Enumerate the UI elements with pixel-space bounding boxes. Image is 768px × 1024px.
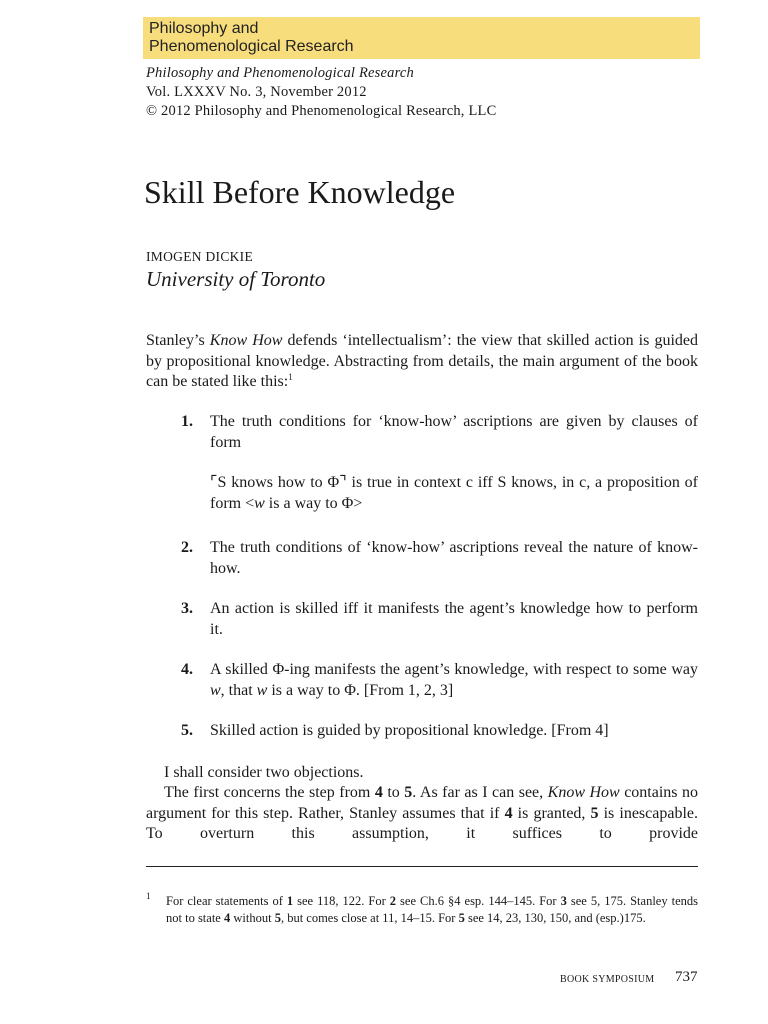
page-number: 737 bbox=[675, 969, 698, 985]
journal-banner-line2: Phenomenological Research bbox=[149, 38, 354, 55]
book-title: Know How bbox=[209, 332, 283, 349]
intro-paragraph: Stanley’s Know How defends ‘intellectualism’: the view that skilled action is guided by propositional knowledge. Abstracting from details, the main argument of the book can be stated like this:$^1$ bbox=[146, 332, 698, 390]
premise-number: 2. bbox=[181, 539, 193, 556]
premise-number: 3. bbox=[181, 600, 193, 617]
premise-number: 4. bbox=[181, 661, 193, 678]
footnote-reference[interactable]: 1 bbox=[288, 372, 293, 382]
author-affiliation: University of Toronto bbox=[146, 267, 326, 291]
running-footer: BOOK SYMPOSIUM bbox=[560, 974, 655, 985]
premise-4: A skilled Φ-ing manifests the agent’s knowledge, with respect to some way w, that w is a way to Φ. [From 1, 2, 3] bbox=[210, 661, 698, 699]
premise-2: The truth conditions of ‘know-how’ ascriptions reveal the nature of know-how. bbox=[210, 539, 698, 577]
premise-number: 1. bbox=[181, 413, 193, 430]
know-how-clause: ⌜S knows how to Φ⌝ is true in context c iff S knows, in c, a proposition of form <w is a way to Φ> bbox=[210, 474, 698, 512]
footnote-marker: 1 bbox=[146, 891, 151, 901]
premise-number: 5. bbox=[181, 722, 193, 739]
journal-banner-line1: Philosophy and bbox=[149, 20, 259, 37]
journal-banner bbox=[143, 17, 700, 59]
footnote-divider bbox=[146, 866, 698, 867]
author-name: IMOGEN DICKIE bbox=[146, 249, 254, 264]
issue-info: Vol. LXXXV No. 3, November 2012 bbox=[146, 84, 367, 100]
publication-metadata bbox=[146, 64, 496, 121]
article-title: Skill Before Knowledge bbox=[144, 174, 456, 210]
objections-line: I shall consider two objections. bbox=[164, 764, 364, 781]
premise-1: The truth conditions for ‘know-how’ ascriptions are given by clauses of form bbox=[210, 413, 698, 451]
body-paragraph: The first concerns the step from 4 to 5. As far as I can see, Know How contains no argument for this step. Rather, Stanley assumes that if 4 is granted, 5 is inescapable. To overturn this assumption, it suffices to provide bbox=[146, 784, 698, 842]
footnote-text: For clear statements of 1 see 118, 122. For 2 see Ch.6 §4 esp. 144–145. For 3 see 5, 175. Stanley tends not to state 4 without 5, but comes close at 11, 14–15. For 5 see 14, 23, 130, 150, and (esp.)175. bbox=[166, 894, 698, 925]
conclusion-5: Skilled action is guided by propositional knowledge. [From 4] bbox=[210, 722, 609, 739]
journal-name: Philosophy and Phenomenological Research bbox=[146, 65, 415, 81]
premise-3: An action is skilled iff it manifests the agent’s knowledge how to perform it. bbox=[210, 600, 698, 638]
copyright-line: © 2012 Philosophy and Phenomenological Research, LLC bbox=[146, 103, 497, 119]
